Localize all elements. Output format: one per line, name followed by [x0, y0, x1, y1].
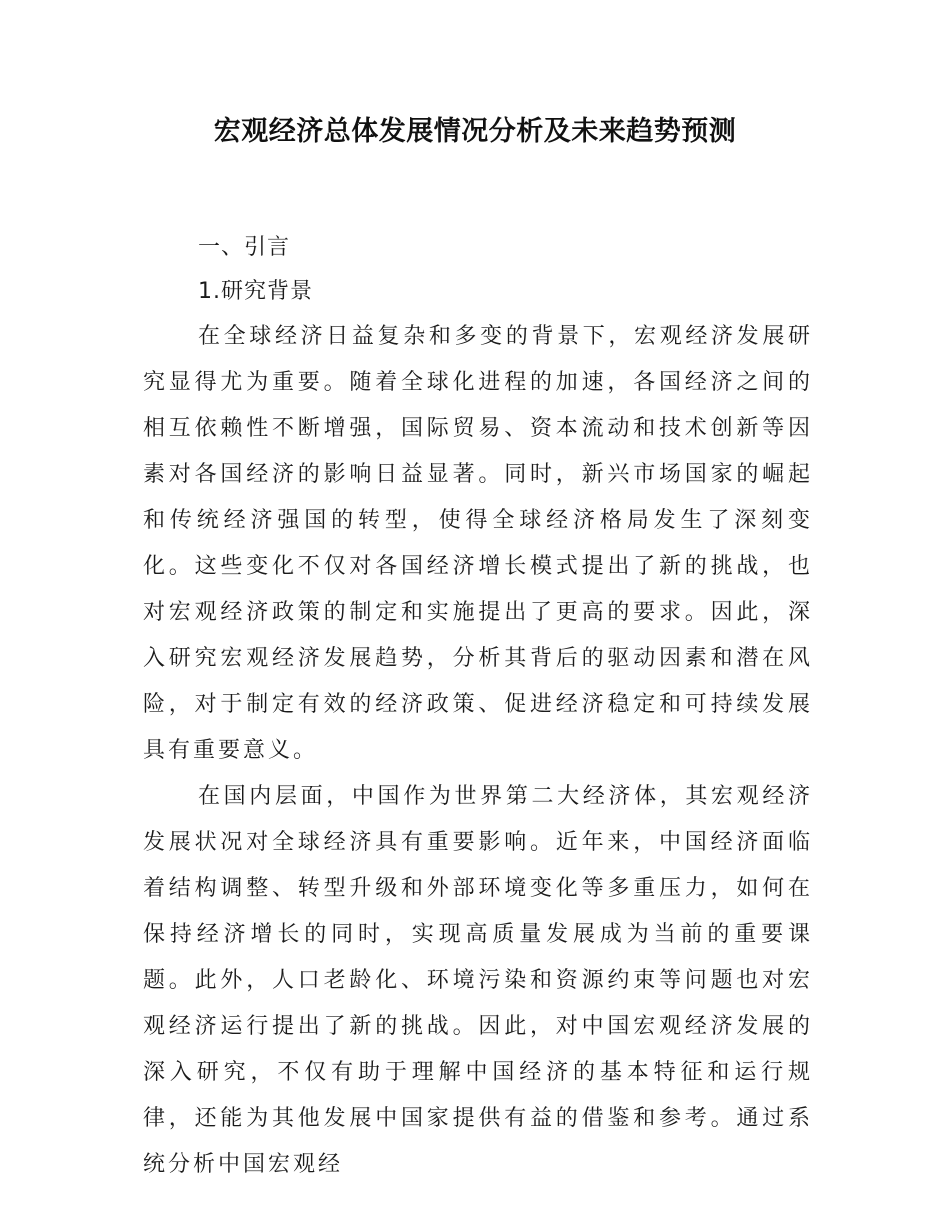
- subsection-heading: 1.研究背景: [198, 279, 313, 304]
- paragraph-1: 在全球经济日益复杂和多变的背景下，宏观经济发展研究显得尤为重要。随着全球化进程的加速，各国经济之间的相互依赖性不断增强，国际贸易、资本流动和技术创新等因素对各国经济的影响日益显著。同时，新兴市场国家的崛起和传统经济强国的转型，使得全球经济格局发生了深刻变化。这些变化不仅对各国经济增长模式提出了新的挑战，也对宏观经济政策的制定和实施提出了更高的要求。因此，深入研究宏观经济发展趋势，分析其背后的驱动因素和潜在风险，对于制定有效的经济政策、促进经济稳定和可持续发展具有重要意义。: [143, 324, 813, 763]
- paragraph-2: 在国内层面，中国作为世界第二大经济体，其宏观经济发展状况对全球经济具有重要影响。近年来，中国经济面临着结构调整、转型升级和外部环境变化等多重压力，如何在保持经济增长的同时，实现高质量发展成为当前的重要课题。此外，人口老龄化、环境污染和资源约束等问题也对宏观经济运行提出了新的挑战。因此，对中国宏观经济发展的深入研究，不仅有助于理解中国经济的基本特征和运行规律，还能为其他发展中国家提供有益的借鉴和参考。通过系统分析中国宏观经: [143, 784, 813, 1177]
- section-heading: 一、引言: [198, 235, 291, 260]
- document-body: [143, 226, 813, 1188]
- document-title: 宏观经济总体发展情况分析及未来趋势预测: [213, 116, 737, 147]
